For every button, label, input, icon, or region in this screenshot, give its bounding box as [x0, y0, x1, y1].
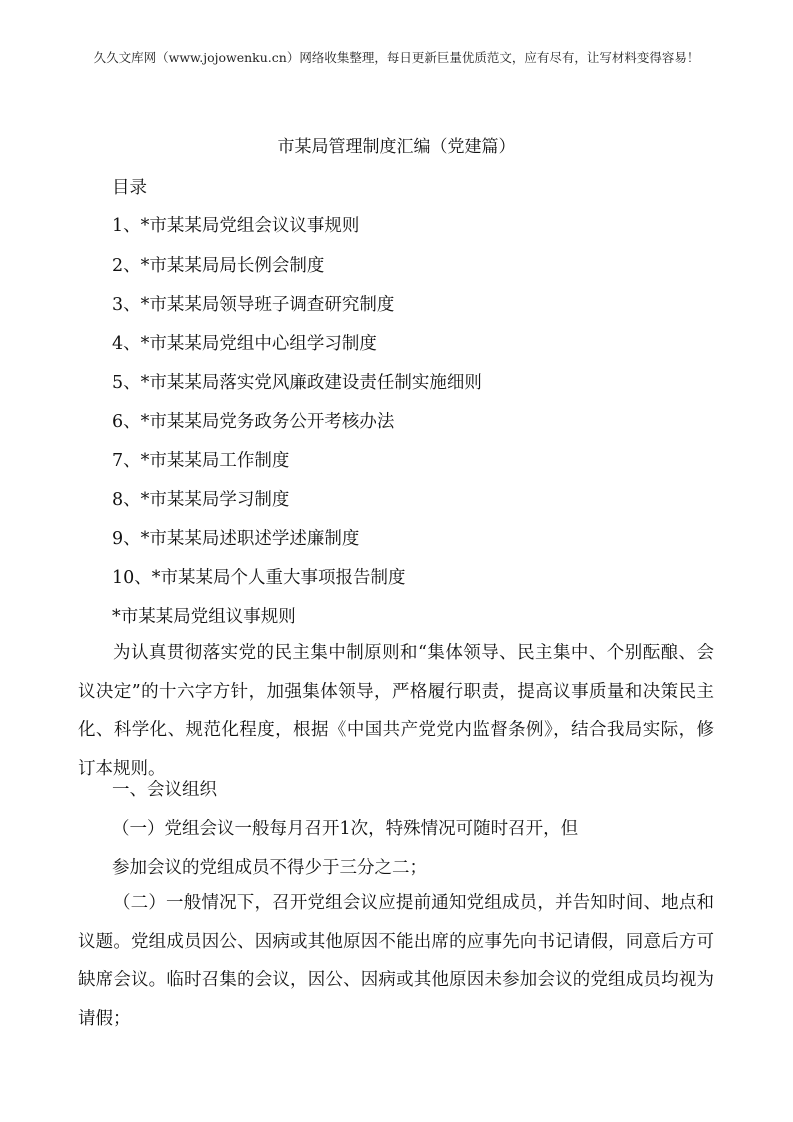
toc-item: 7、*市某某局工作制度 — [112, 451, 290, 471]
clause-1-line-1: （一）党组会议一般每月召开1次，特殊情况可随时召开，但 — [112, 819, 579, 839]
intro-paragraph: 为认真贯彻落实党的民主集中制原则和“集体领导、民主集中、个别酝酿、会议决定”的十六字方针，加强集体领导，严格履行职责，提高议事质量和决策民主化、科学化、规范化程度，根据《中国共产党党内监督条例》，结合我局实际，修订本规则。 — [78, 643, 714, 779]
toc-item: 4、*市某某局党组中心组学习制度 — [112, 334, 377, 354]
toc-item: 6、*市某某局党务政务公开考核办法 — [112, 412, 395, 432]
clause-2-paragraph: （二）一般情况下，召开党组会议应提前通知党组成员，并告知时间、地点和议题。党组成员因公、因病或其他原因不能出席的应事先向书记请假，同意后方可缺席会议。临时召集的会议，因公、因病或其他原因未参加会议的党组成员均视为请假； — [78, 893, 714, 1029]
toc-item: 2、*市某某局局长例会制度 — [112, 256, 325, 276]
toc-item: 5、*市某某局落实党风廉政建设责任制实施细则 — [112, 373, 482, 393]
document-title: 市某局管理制度汇编（党建篇） — [277, 137, 516, 157]
toc-item: 8、*市某某局学习制度 — [112, 490, 290, 510]
clause-1-line-2: 参加会议的党组成员不得少于三分之二； — [112, 858, 427, 878]
toc-item: 9、*市某某局述职述学述廉制度 — [112, 529, 360, 549]
toc-item: 10、*市某某局个人重大事项报告制度 — [112, 568, 406, 588]
section-title: *市某某局党组议事规则 — [112, 607, 296, 627]
header-note: 久久文库网（www.jojowenku.cn）网络收集整理，每日更新巨量优质范文，应有尽有，让写材料变得容易！ — [93, 50, 700, 65]
toc-heading: 目录 — [112, 178, 147, 198]
toc-item: 1、*市某某局党组会议议事规则 — [112, 216, 360, 236]
toc-item: 3、*市某某局领导班子调查研究制度 — [112, 295, 395, 315]
heading-meeting-organization: 一、会议组织 — [112, 780, 217, 800]
